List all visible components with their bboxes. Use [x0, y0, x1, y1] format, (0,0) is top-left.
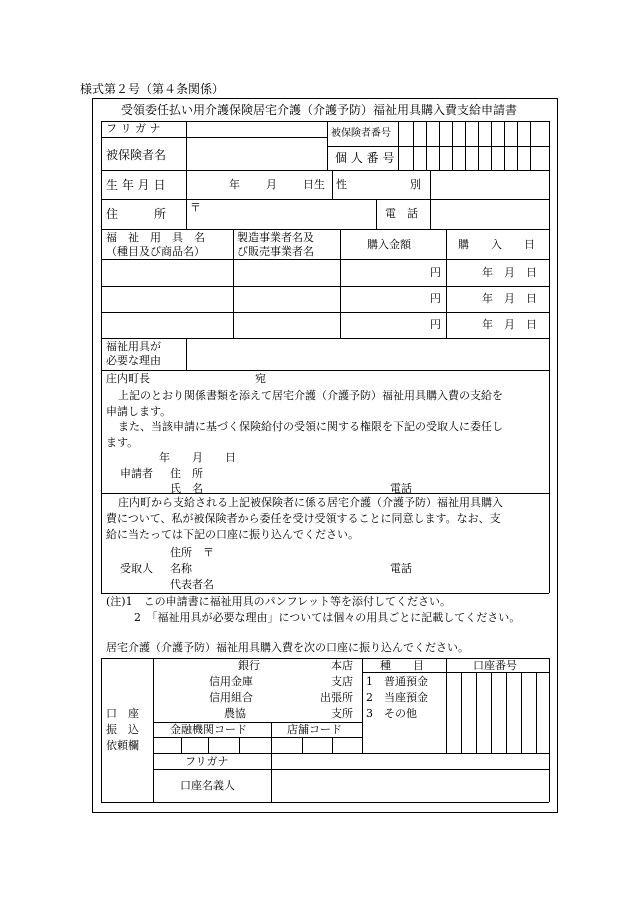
declaration-p2a: また、当該申請に基づく保険給付の受領に関する権限を下記の受取人に委任し	[118, 420, 503, 433]
sex-label-2: 別	[410, 178, 421, 191]
type-ordinary: 1 普通預金	[366, 675, 428, 688]
branch-office: 出張所	[320, 691, 353, 704]
branch-main: 本店	[331, 659, 353, 672]
date-2: 年 月 日	[482, 292, 537, 305]
addressee: 庄内町長	[106, 372, 150, 385]
phone-label: 電 話	[385, 207, 418, 220]
branch-branch: 支店	[331, 675, 353, 688]
applicant-address-label: 住 所	[170, 467, 203, 480]
consent-p1c: 給に当たっては下記の口座に振り込んでください。	[106, 528, 359, 541]
bank-intro: 居宅介護（介護予防）福祉用具購入費を次の口座に振り込んでください。	[106, 641, 469, 654]
bank-side-2: 振 込	[106, 723, 139, 736]
account-number-label: 口座番号	[473, 659, 517, 672]
declaration-p1a: 上記のとおり関係書類を添えて居宅介護（介護予防）福祉用具購入費の支給を	[118, 389, 503, 402]
branch-sub: 支所	[331, 707, 353, 720]
birth-month: 月	[266, 178, 277, 191]
col-equipment-name-2: （種目及び商品名）	[106, 245, 205, 258]
branch-code-label: 店舗コード	[287, 723, 342, 736]
inst-nokyo: 農協	[224, 707, 246, 720]
birth-day: 日生	[303, 178, 325, 191]
applicant-name-label: 氏 名	[170, 482, 203, 495]
account-holder-label: 口座名義人	[180, 779, 235, 792]
declaration-date: 年 月 日	[159, 451, 236, 464]
form-title: 受領委任払い用介護保険居宅介護（介護予防）福祉用具購入費支給申請書	[121, 103, 518, 117]
type-other: 3 その他	[366, 707, 417, 720]
address-label: 住 所	[106, 207, 167, 221]
applicant-label: 申請者	[120, 467, 153, 480]
bank-side-1: 口 座	[106, 707, 139, 720]
col-amount: 購入金額	[367, 238, 411, 251]
insured-name-label: 被保険者名	[106, 148, 167, 162]
bank-furigana-label: フリガナ	[185, 755, 229, 768]
form-number: 様式第２号（第４条関係）	[80, 82, 225, 96]
col-equipment-name-1: 福 祉 用 具 名	[106, 231, 205, 244]
consent-p1a: 庄内町から支給される上記被保険者に係る居宅介護（介護予防）福祉用具購入	[118, 496, 503, 509]
honorific: 宛	[255, 372, 266, 385]
col-maker-2: び販売事業者名	[237, 245, 314, 258]
recipient-label: 受取人	[120, 562, 153, 575]
col-maker-1: 製造事業者名及	[237, 231, 314, 244]
recipient-name-label: 名称	[170, 562, 192, 575]
reason-label-1: 福祉用具が	[106, 340, 161, 353]
reason-label-2: 必要な理由	[106, 354, 161, 367]
personal-number-label: 個 人 番 号	[335, 151, 395, 165]
yen-1: 円	[430, 266, 441, 279]
recipient-phone-label: 電話	[390, 562, 412, 575]
declaration-p1b: 申請します。	[106, 405, 172, 418]
col-date: 購 入 日	[458, 238, 535, 251]
note-1: (注)1 この申請書に福祉用具のパンフレット等を添付してください。	[106, 595, 452, 608]
date-3: 年 月 日	[482, 318, 537, 331]
consent-p1b: 費について、私が被保険者から委任を受け受領することに同意します。なお、支	[106, 512, 501, 525]
type-label: 種 目	[380, 659, 424, 672]
recipient-rep-label: 代表者名	[170, 578, 214, 591]
sex-label-1: 性	[336, 178, 347, 191]
note-2: 2 「福祉用具が必要な理由」については個々の用具ごとに記載してください。	[134, 611, 521, 624]
birth-label: 生 年 月 日	[106, 178, 166, 192]
recipient-address-label: 住所 〒	[170, 546, 214, 559]
type-current: 2 当座預金	[366, 691, 428, 704]
yen-2: 円	[430, 292, 441, 305]
inst-code-label: 金融機関コード	[170, 723, 247, 736]
inst-kumiai: 信用組合	[209, 691, 253, 704]
insured-number-label: 被保険者番号	[331, 128, 391, 139]
postal-mark: 〒	[190, 201, 201, 214]
yen-3: 円	[430, 318, 441, 331]
bank-side-3: 依頼欄	[106, 739, 139, 752]
inst-shinkin: 信用金庫	[209, 675, 253, 688]
furigana-label: フ リ ガ ナ	[106, 122, 161, 135]
declaration-p2b: ます。	[106, 436, 139, 449]
birth-year: 年	[229, 178, 240, 191]
applicant-phone-label: 電話	[390, 482, 412, 495]
inst-bank: 銀行	[238, 659, 260, 672]
date-1: 年 月 日	[482, 266, 537, 279]
